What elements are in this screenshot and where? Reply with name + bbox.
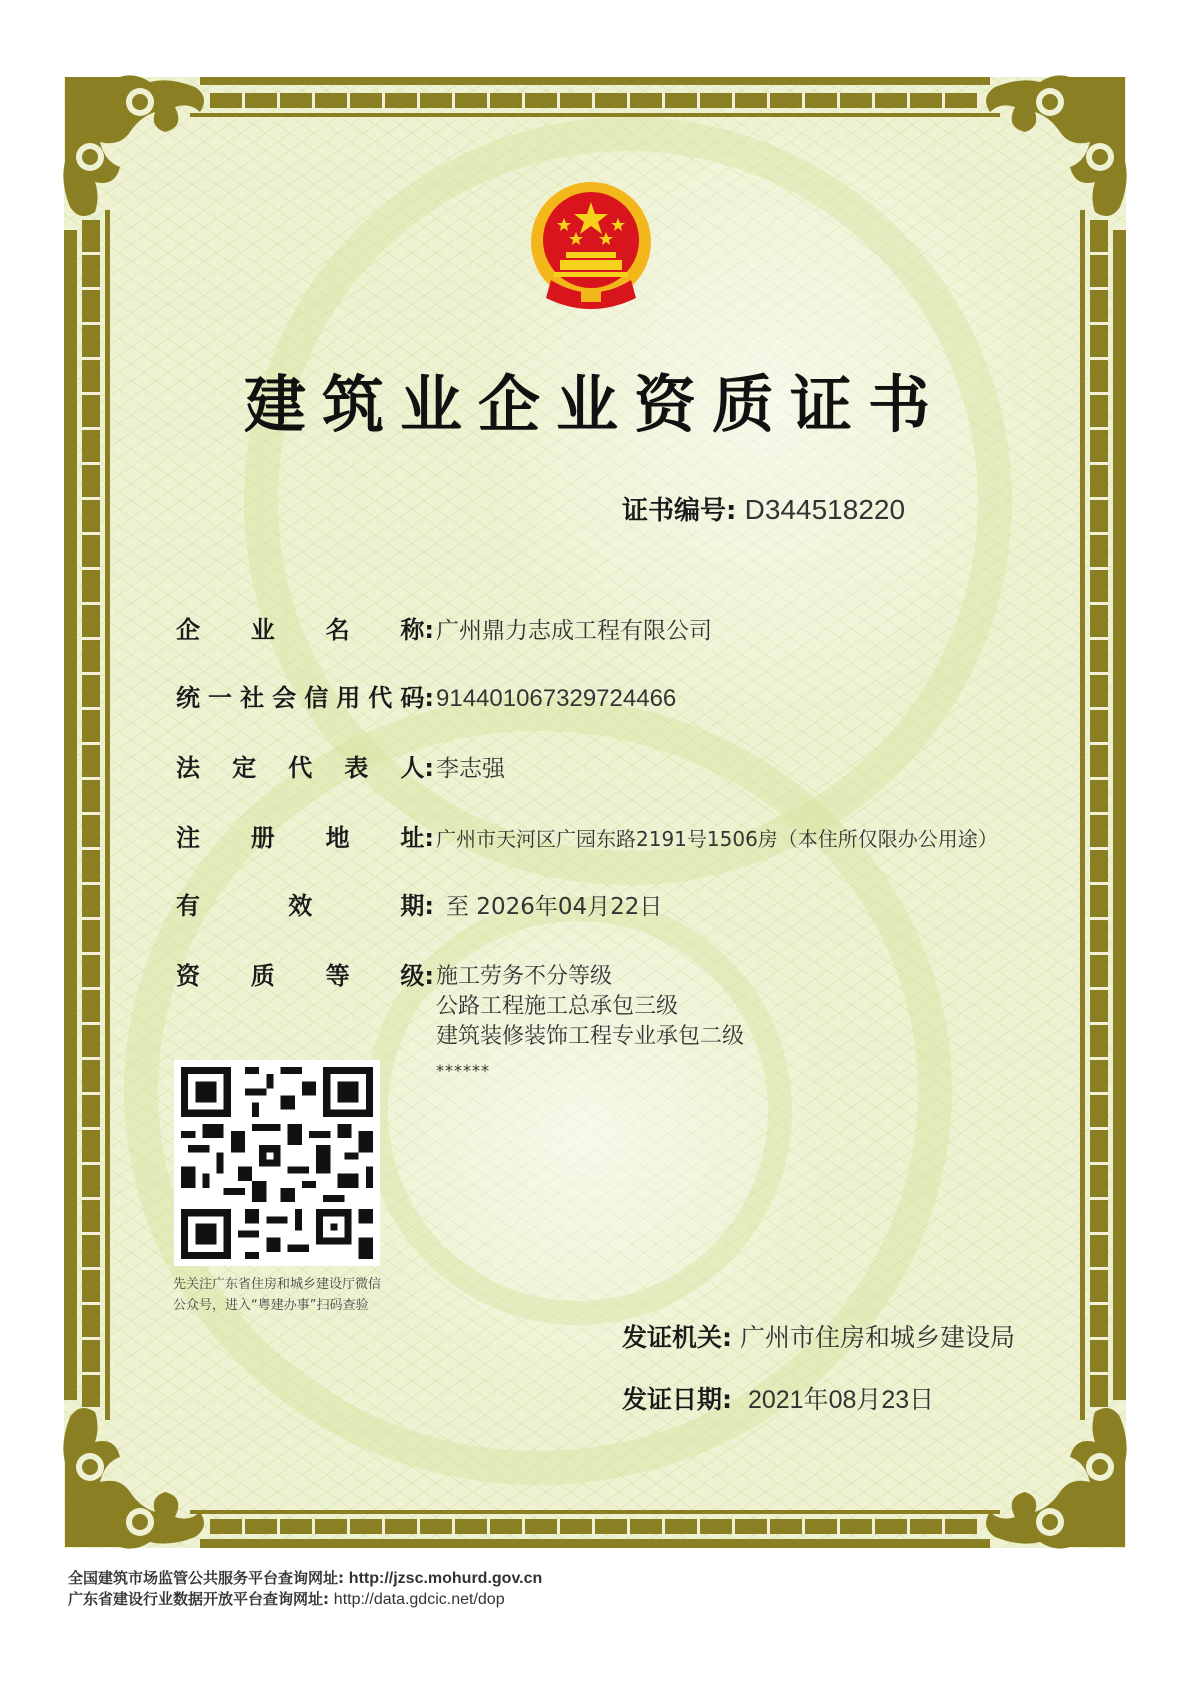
field-label: 企 业 名 称: xyxy=(176,616,434,644)
footer-line: 广东省建设行业数据开放平台查询网址: http://data.gdcic.net/dop xyxy=(68,1590,505,1608)
national-platform-link[interactable]: http://jzsc.mohurd.gov.cn xyxy=(348,1570,543,1587)
corner-ornament-icon xyxy=(60,72,210,222)
footer-line: 全国建筑市场监管公共服务平台查询网址: http://jzsc.mohurd.gov.cn xyxy=(68,1569,543,1587)
issue-date-label: 发证日期: xyxy=(622,1385,732,1414)
border-bottom-segmented xyxy=(210,1519,980,1534)
credit-code-value: 914401067329724466 xyxy=(436,685,677,712)
qualification-item: 建筑装修装饰工程专业承包二级 xyxy=(436,1024,745,1049)
field-legal-representative xyxy=(176,748,505,783)
border-top-segmented xyxy=(210,93,980,108)
guangdong-platform-link[interactable]: http://data.gdcic.net/dop xyxy=(333,1591,505,1608)
certificate-title: 建筑业企业资质证书 xyxy=(243,368,946,441)
corner-ornament-icon xyxy=(980,72,1130,222)
certificate-number-label: 证书编号: xyxy=(622,496,737,526)
issuing-authority xyxy=(622,1318,1015,1354)
issue-date xyxy=(622,1380,934,1416)
company-name-value: 广州鼎力志成工程有限公司 xyxy=(436,618,712,644)
field-label: 统 一 社 会 信 用 代 码: xyxy=(176,684,434,712)
qr-verification-note: 先关注广东省住房和城乡建设厅微信公众号，进入“粤建办事”扫码查验 xyxy=(173,1277,382,1313)
registered-address-value: 广州市天河区广园东路2191号1506房（本住所仅限办公用途） xyxy=(436,827,998,851)
border-bottom-outer xyxy=(200,1539,990,1548)
certificate-number xyxy=(622,490,905,527)
national-emblem-icon xyxy=(526,180,656,320)
field-label: 资 质 等 级: xyxy=(176,962,434,990)
field-validity-period xyxy=(176,886,662,921)
field-qualification-level xyxy=(176,956,434,991)
legal-representative-value: 李志强 xyxy=(436,756,505,782)
issuing-authority-label: 发证机关: xyxy=(622,1323,732,1352)
qualification-item: 公路工程施工总承包三级 xyxy=(436,994,679,1019)
field-credit-code xyxy=(176,678,676,713)
qualification-item: 施工劳务不分等级 xyxy=(436,964,613,989)
border-bottom-inner xyxy=(190,1510,1000,1514)
field-label: 有 效 期: xyxy=(176,892,434,920)
field-registered-address xyxy=(176,818,998,853)
field-label: 注 册 地 址: xyxy=(176,824,434,852)
certificate-number-value: D344518220 xyxy=(744,494,906,525)
qr-code-icon[interactable] xyxy=(174,1060,380,1266)
border-top-inner xyxy=(190,113,1000,117)
footer-query-links xyxy=(68,1568,542,1610)
field-label: 法 定 代 表 人: xyxy=(176,754,434,782)
qualification-list xyxy=(436,962,744,1086)
border-top-outer xyxy=(200,77,990,85)
corner-ornament-icon xyxy=(980,1402,1130,1552)
issuing-authority-value: 广州市住房和城乡建设局 xyxy=(739,1323,1015,1352)
issue-date-value: 2021年08月23日 xyxy=(747,1386,935,1414)
field-company-name xyxy=(176,610,712,645)
validity-period-value: 至 2026年04月22日 xyxy=(446,894,663,920)
qualification-item: ****** xyxy=(436,1061,490,1080)
corner-ornament-icon xyxy=(60,1402,210,1552)
